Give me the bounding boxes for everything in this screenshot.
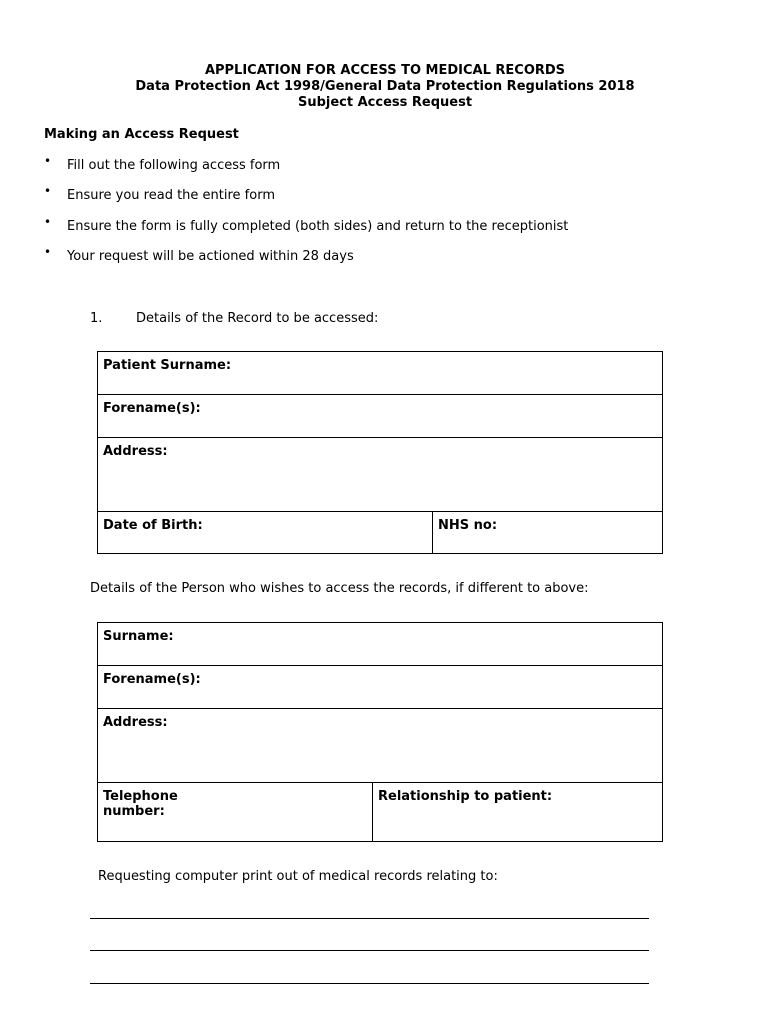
list-item-text: Ensure the form is fully completed (both sides) and return to the receptionist — [67, 219, 569, 234]
requester-forenames-label: Forename(s): — [103, 672, 201, 687]
bullet-icon: • — [44, 245, 52, 259]
request-line-3[interactable] — [90, 983, 649, 984]
request-text: Requesting computer print out of medical records relating to: — [98, 869, 498, 884]
patient-details-table — [97, 351, 663, 554]
section-title-requester-details: Details of the Person who wishes to access the records, if different to above: — [90, 581, 589, 596]
telephone-field[interactable] — [98, 783, 373, 842]
page-title: APPLICATION FOR ACCESS TO MEDICAL RECORDS — [204, 63, 566, 78]
section-title-record-details: Details of the Record to be accessed: — [136, 311, 379, 326]
page-subtitle: Data Protection Act 1998/General Data Protection Regulations 2018 — [135, 79, 635, 94]
patient-surname-field[interactable] — [98, 352, 663, 395]
patient-forenames-field[interactable] — [98, 395, 663, 438]
telephone-label: Telephone — [103, 789, 178, 804]
nhs-number-field[interactable] — [433, 512, 663, 554]
patient-forenames-label: Forename(s): — [103, 401, 201, 416]
relationship-label: Relationship to patient: — [378, 789, 553, 804]
patient-address-field[interactable] — [98, 438, 663, 512]
bullet-icon: • — [44, 215, 52, 229]
list-item-text: Your request will be actioned within 28 days — [67, 249, 354, 264]
requester-forenames-field[interactable] — [98, 666, 663, 709]
date-of-birth-field[interactable] — [98, 512, 433, 554]
bullet-icon: • — [44, 184, 52, 198]
bullet-icon: • — [44, 154, 52, 168]
requester-address-field[interactable] — [98, 709, 663, 783]
section-number: 1. — [90, 311, 103, 326]
request-line-1[interactable] — [90, 918, 649, 919]
request-line-2[interactable] — [90, 950, 649, 951]
requester-address-label: Address: — [103, 715, 168, 730]
requester-details-table — [97, 622, 663, 842]
telephone-label-line2: number: — [103, 804, 165, 819]
patient-surname-label: Patient Surname: — [103, 358, 232, 373]
nhs-number-label: NHS no: — [438, 518, 498, 533]
list-item-text: Fill out the following access form — [67, 158, 281, 173]
patient-address-label: Address: — [103, 444, 168, 459]
page-subtitle-2: Subject Access Request — [297, 95, 473, 110]
section-heading-access-request: Making an Access Request — [44, 127, 239, 142]
list-item-text: Ensure you read the entire form — [67, 188, 275, 203]
relationship-field[interactable] — [373, 783, 663, 842]
date-of-birth-label: Date of Birth: — [103, 518, 203, 533]
requester-surname-label: Surname: — [103, 629, 174, 644]
requester-surname-field[interactable] — [98, 623, 663, 666]
